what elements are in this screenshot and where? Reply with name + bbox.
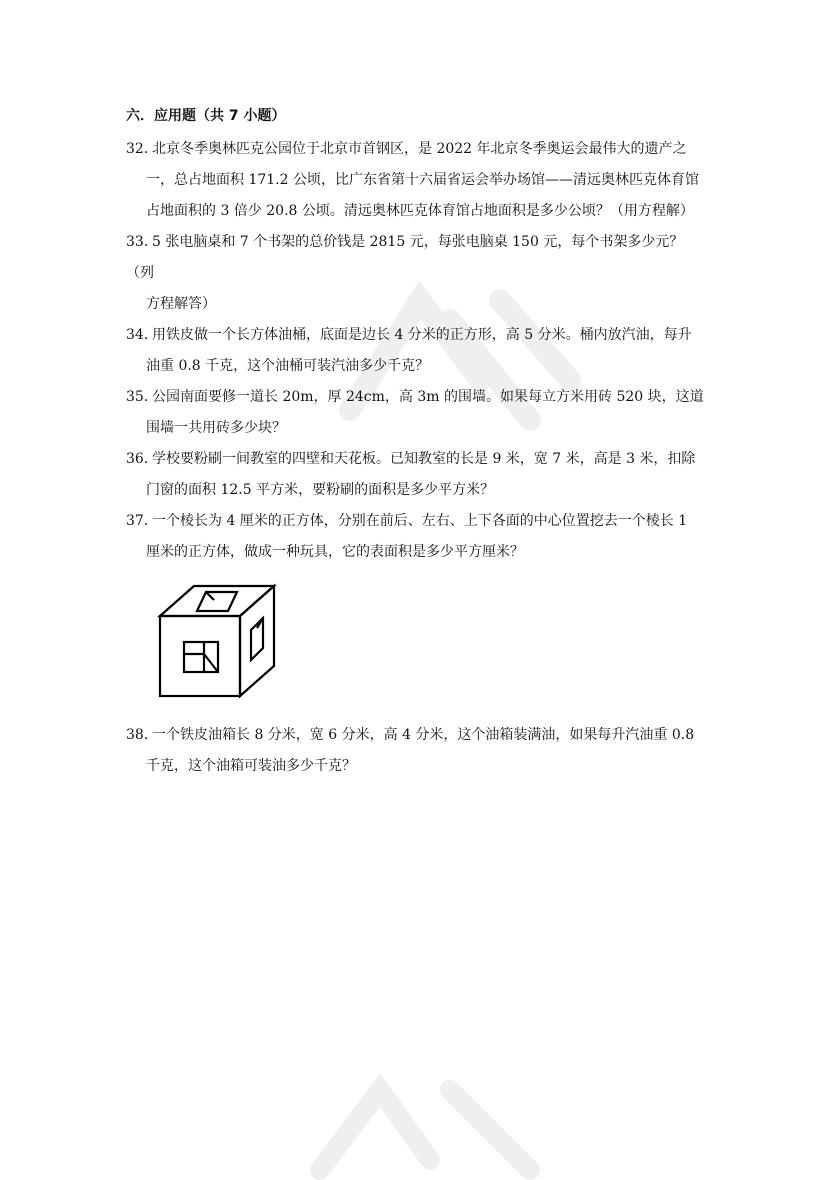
question-line: 学校要粉刷一间教室的四壁和天花板。已知教室的长是 9 米，宽 7 米，高是 3 米，扣除 (152, 451, 696, 467)
question-36 (126, 444, 710, 506)
question-35 (126, 382, 710, 444)
question-line: 方程解答） (146, 296, 216, 312)
question-line: 占地面积的 3 倍少 20.8 公顷。清远奥林匹克体育馆占地面积是多少公顷？（用方程解） (146, 203, 694, 219)
question-number: 34． (126, 327, 158, 343)
question-line: 千克，这个油箱可装油多少千克？ (146, 758, 356, 774)
question-line: 一，总占地面积 171.2 公顷，比广东省第十六届省运会举办场馆——清远奥林匹克体育馆 (146, 172, 699, 188)
question-32 (126, 134, 710, 227)
question-number: 32． (126, 141, 158, 157)
question-line: 5 张电脑桌和 7 个书架的总价钱是 2815 元，每张电脑桌 150 元，每个书架多少元？（列 (126, 234, 684, 281)
question-line: 一个棱长为 4 厘米的正方体，分别在前后、左右、上下各面的中心位置挖去一个棱长 1 (152, 513, 688, 529)
question-37 (126, 506, 710, 568)
question-line: 一个铁皮油箱长 8 分米，宽 6 分米，高 4 分米，这个油箱装满油，如果每升汽油重 0.8 (152, 727, 695, 743)
watermark-logo-bottom (300, 1060, 560, 1180)
question-number: 33． (126, 234, 158, 250)
question-number: 36． (126, 451, 158, 467)
cube-with-holes-figure (156, 582, 286, 702)
question-33 (126, 227, 710, 320)
question-line: 用铁皮做一个长方体油桶，底面是边长 4 分米的正方形，高 5 分米。桶内放汽油，每升 (152, 327, 692, 343)
question-38 (126, 720, 710, 782)
question-number: 37． (126, 513, 158, 529)
question-number: 35． (126, 389, 158, 405)
question-line: 公园南面要修一道长 20m，厚 24cm，高 3m 的围墙。如果每立方米用砖 520 块，这道 (152, 389, 704, 405)
worksheet (126, 104, 710, 782)
question-line: 围墙一共用砖多少块？ (146, 420, 286, 436)
question-line: 门窗的面积 12.5 平方米，要粉刷的面积是多少平方米？ (146, 482, 495, 498)
question-line: 厘米的正方体，做成一种玩具，它的表面积是多少平方厘米？ (146, 544, 524, 560)
question-number: 38． (126, 727, 158, 743)
question-line: 北京冬季奥林匹克公园位于北京市首钢区，是 2022 年北京冬季奥运会最伟大的遗产之 (152, 141, 687, 157)
section-title: 六．应用题（共 7 小题） (126, 108, 286, 124)
question-line: 油重 0.8 千克，这个油桶可装汽油多少千克？ (146, 358, 430, 374)
question-34 (126, 320, 710, 382)
